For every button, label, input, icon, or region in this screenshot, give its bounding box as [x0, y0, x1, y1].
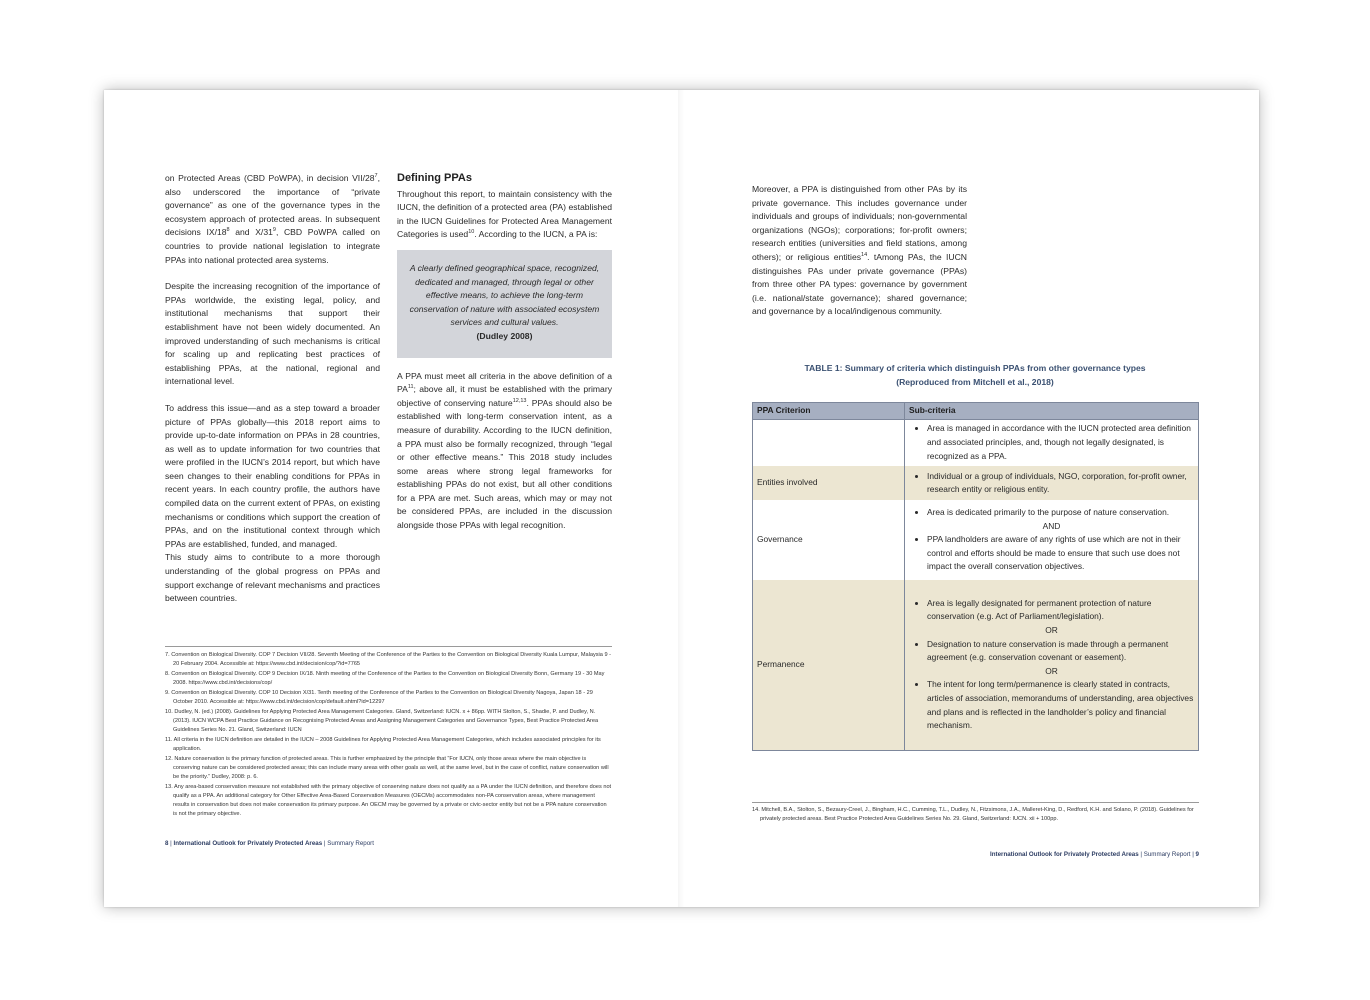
right-footnotes — [752, 806, 1199, 825]
list-item: • PPA landholders are aware of any rights of use which are not in their control and efforts should be made to ensure that such use does not impact the overall conservation objectives. — [927, 533, 1194, 574]
footnote: 12. Nature conservation is the primary function of protected areas. This is further emphasized by the principle that “For IUCN, only those areas where the main objective is conserving nature can be considered protected areas; this can include many areas with other goals as well, at the same level, but in the case of conflict, nature conservation will be the priority.” Dudley, 2008: p. 6. — [165, 755, 609, 781]
page-gutter — [678, 90, 684, 907]
header-criterion: PPA Criterion — [753, 403, 905, 420]
criterion-cell: Entities involved — [753, 466, 905, 500]
sub-criteria-cell — [905, 580, 1199, 750]
paragraph: A PPA must meet all criteria in the above definition of a PA$^{11}$; above all, it must be established with the primary objective of conserving nature$^{12,13}$. PPAs should also be established with long-term conservation intent, as a measure of durability. According to the IUCN definition, a PPA must also be formally recognized, through “legal or other effective means.” This 2018 study includes some areas where strong legal frameworks for establishing PPAs do not exist, but all other conditions for a PPA are met. Such areas, which may or may not be considered PPAs, are included in the discussion alongside those PPAs with legal recognition. — [397, 370, 612, 531]
footnote: 10. Dudley, N. (ed.) (2008). Guidelines for Applying Protected Area Management Categories. Gland, Switzerland: IUCN. x + 86pp. WITH Stolton, S., Shadie, P. and Dudley, N. (2013). IUCN WCPA Best Practice Guidance on Recognising Protected Areas and Assigning Management Categories and Governance Types, Best Practice Protected Area Guidelines Series No. 21. Gland, Switzerland: IUCN — [165, 708, 599, 734]
connector-text: AND — [1042, 520, 1061, 531]
footnote: 14. Mitchell, B.A., Stolton, S., Bezaury-Creel, J., Bingham, H.C., Cumming, T.L., Dudley, N., Fitzsimons, J.A., Malleret-King, D., Redford, K.H. and Solano, P. (2018). Guidelines for privately protected areas. Best Practice Protected Area Guidelines Series No. 29. Gland, Switzerland: IUCN. xii + 100pp. — [752, 807, 1194, 823]
report-type: Summary Report — [327, 840, 374, 847]
sub-criteria-cell — [905, 500, 1199, 580]
criterion-cell: Permanence — [753, 580, 905, 750]
right-column — [752, 183, 967, 332]
definition-quote — [397, 250, 612, 358]
footnote: 7. Convention on Biological Diversity. COP 7 Decision VII/28. Seventh Meeting of the Conference of the Parties to the Convention on Biological Diversity Kuala Lumpur, Malaysia 9 - 20 February 2004. Accessible at: https://www.cbd.int/decision/cop/?id=7765 — [165, 652, 611, 668]
page-number: 8 — [165, 840, 169, 847]
report-type: Summary Report — [1143, 851, 1191, 858]
list-item: • The intent for long term/permanence is clearly stated in contracts, articles of association, memorandums of understanding, area objectives and plans and is reflected in the landholder’s policy and financial mechanism. — [927, 678, 1194, 732]
paragraph: Despite the increasing recognition of the importance of PPAs worldwide, the existing legal, policy, and institutional mechanisms that support their establishment have not been widely documented. An improved understanding of such mechanisms is critical for scaling up and replicating best practices of establishing PPAs, at the national, regional and international level. — [165, 281, 380, 387]
quote-source: (Dudley 2008) — [476, 330, 533, 341]
table-row — [753, 500, 1199, 580]
list-item: • Area is dedicated primarily to the purpose of nature conservation. — [927, 506, 1194, 520]
publication-title: International Outlook for Privately Protected Areas — [990, 851, 1139, 858]
document-spread — [104, 90, 1259, 907]
footnote-rule — [752, 802, 1199, 803]
table-row — [753, 466, 1199, 500]
sub-criteria-cell — [905, 419, 1199, 466]
quote-text: A clearly defined geographical space, recognized, dedicated and managed, through legal or other effective means, to achieve the long-term conservation of nature with associated ecosystem services and cultural values. — [409, 262, 600, 328]
left-column-1 — [165, 172, 380, 619]
footnote: 8. Convention on Biological Diversity. COP 9 Decision IX/18. Ninth meeting of the Conference of the Parties to the Convention on Biological Diversity Bonn, Germany 19 - 30 May 2008. https://www.cbd.int/decisions/cop/ — [165, 670, 605, 687]
connector-text: OR — [1045, 625, 1058, 636]
paragraph: Moreover, a PPA is distinguished from other PAs by its private governance. This includes governance under individuals and groups of individuals; non-governmental organizations (NGOs); corporations; for-profit owners; research entities (universities and field stations, among others); or religious entities$^{14}$. tAmong PAs, the IUCN distinguishes PAs under private governance (PPAs) from three other PA types: governance by government (i.e. national/state governance); shared governance; and governance by a local/indigenous community. — [752, 184, 967, 317]
list-item: • Area is managed in accordance with the IUCN protected area definition and associated principles, and, though not legally designated, is recognized as a PPA. — [927, 422, 1194, 463]
publication-title: International Outlook for Privately Protected Areas — [173, 840, 323, 847]
criterion-cell: Governance — [753, 500, 905, 580]
list-item: • Individual or a group of individuals, NGO, corporation, for-profit owner, research entity or religious entity. — [927, 470, 1194, 497]
table-header-row — [753, 403, 1199, 420]
left-column-2 — [397, 172, 612, 546]
footnote-rule — [165, 646, 612, 647]
table-caption: TABLE 1: Summary of criteria which distinguish PPAs from other governance types (Reproduced from Mitchell et al., 2018) — [804, 363, 1146, 387]
right-page-footer: International Outlook for Privately Protected Areas | Summary Report | 9 — [990, 851, 1199, 858]
table-row — [753, 580, 1199, 750]
left-footnotes — [165, 651, 612, 820]
ppa-criteria-table — [752, 402, 1199, 751]
header-sub-criteria: Sub-criteria — [905, 403, 1199, 420]
page-number: 9 — [1195, 851, 1199, 858]
paragraph: This study aims to contribute to a more thorough understanding of the global progress on PPAs and support exchange of relevant mechanisms and practices between countries. — [165, 552, 380, 604]
sub-criteria-cell — [905, 466, 1199, 500]
footnote: 9. Convention on Biological Diversity. COP 10 Decision X/31. Tenth meeting of the Conference of the Parties to the Convention on Biological Diversity Nagoya, Japan 18 - 29 October 2010. Accessible at: https://www.cbd.int/decision/cop/default.shtml?id=12297 — [165, 689, 593, 706]
paragraph: Throughout this report, to maintain consistency with the IUCN, the definition of a protected area (PA) established in the IUCN Guidelines for Protected Area Management Categories is used$^{10}$. According to the IUCN, a PA is: — [397, 188, 612, 240]
criterion-cell — [753, 419, 905, 466]
footnote: 11. All criteria in the IUCN definition are detailed in the IUCN – 2008 Guidelines for Applying Protected Area Management Categories, which includes associated principles for its application. — [165, 736, 601, 753]
list-item: • Area is legally designated for permanent protection of nature conservation (e.g. Act of Parliament/legislation). — [927, 597, 1194, 624]
table-row — [753, 419, 1199, 466]
paragraph: on Protected Areas (CBD PoWPA), in decision VII/$28^7$, also underscored the importance of “private governance” as one of the governance types in the ecosystem approach of protected areas. In subsequent decisions $IX/18^8$ and $X/31^9$, CBD PoWPA called on countries to provide national legislation to integrate PPAs into national protected area systems. — [165, 173, 381, 265]
paragraph: To address this issue—and as a step toward a broader picture of PPAs globally—this 2018 report aims to provide up-to-date information on PPAs in 28 countries, as well as to update information for two countries that were profiled in the IUCN’s 2014 report, but which have seen changes to their enabling conditions for PPAs in recent years. In each country profile, the authors have compiled data on the current extent of PPAs, on existing mechanisms or conditions which support the creation of PPAs, and on the institutional context through which PPAs are established, funded, and managed. — [165, 402, 380, 549]
connector-text: OR — [1045, 665, 1058, 676]
list-item: • Designation to nature conservation is made through a permanent agreement (e.g. conservation covenant or easement). — [927, 638, 1194, 665]
left-page-footer: 8 | International Outlook for Privately Protected Areas | Summary Report — [165, 840, 374, 847]
section-heading: Defining PPAs — [397, 172, 472, 184]
footnote: 13. Any area-based conservation measure not established with the primary objective of conserving nature does not qualify as a PA under the IUCN definition, and therefore does not qualify as a PPA. An additional category for Other Effective Area-Based Conservation Measures (OECMs) accommodates non-PA conservation areas, where management results in conservation but does not make conservation its primary purpose. An OECM may be governed by a private or civic-sector entity but not be a PPA nature conservation is not the primary objective. — [165, 783, 612, 818]
